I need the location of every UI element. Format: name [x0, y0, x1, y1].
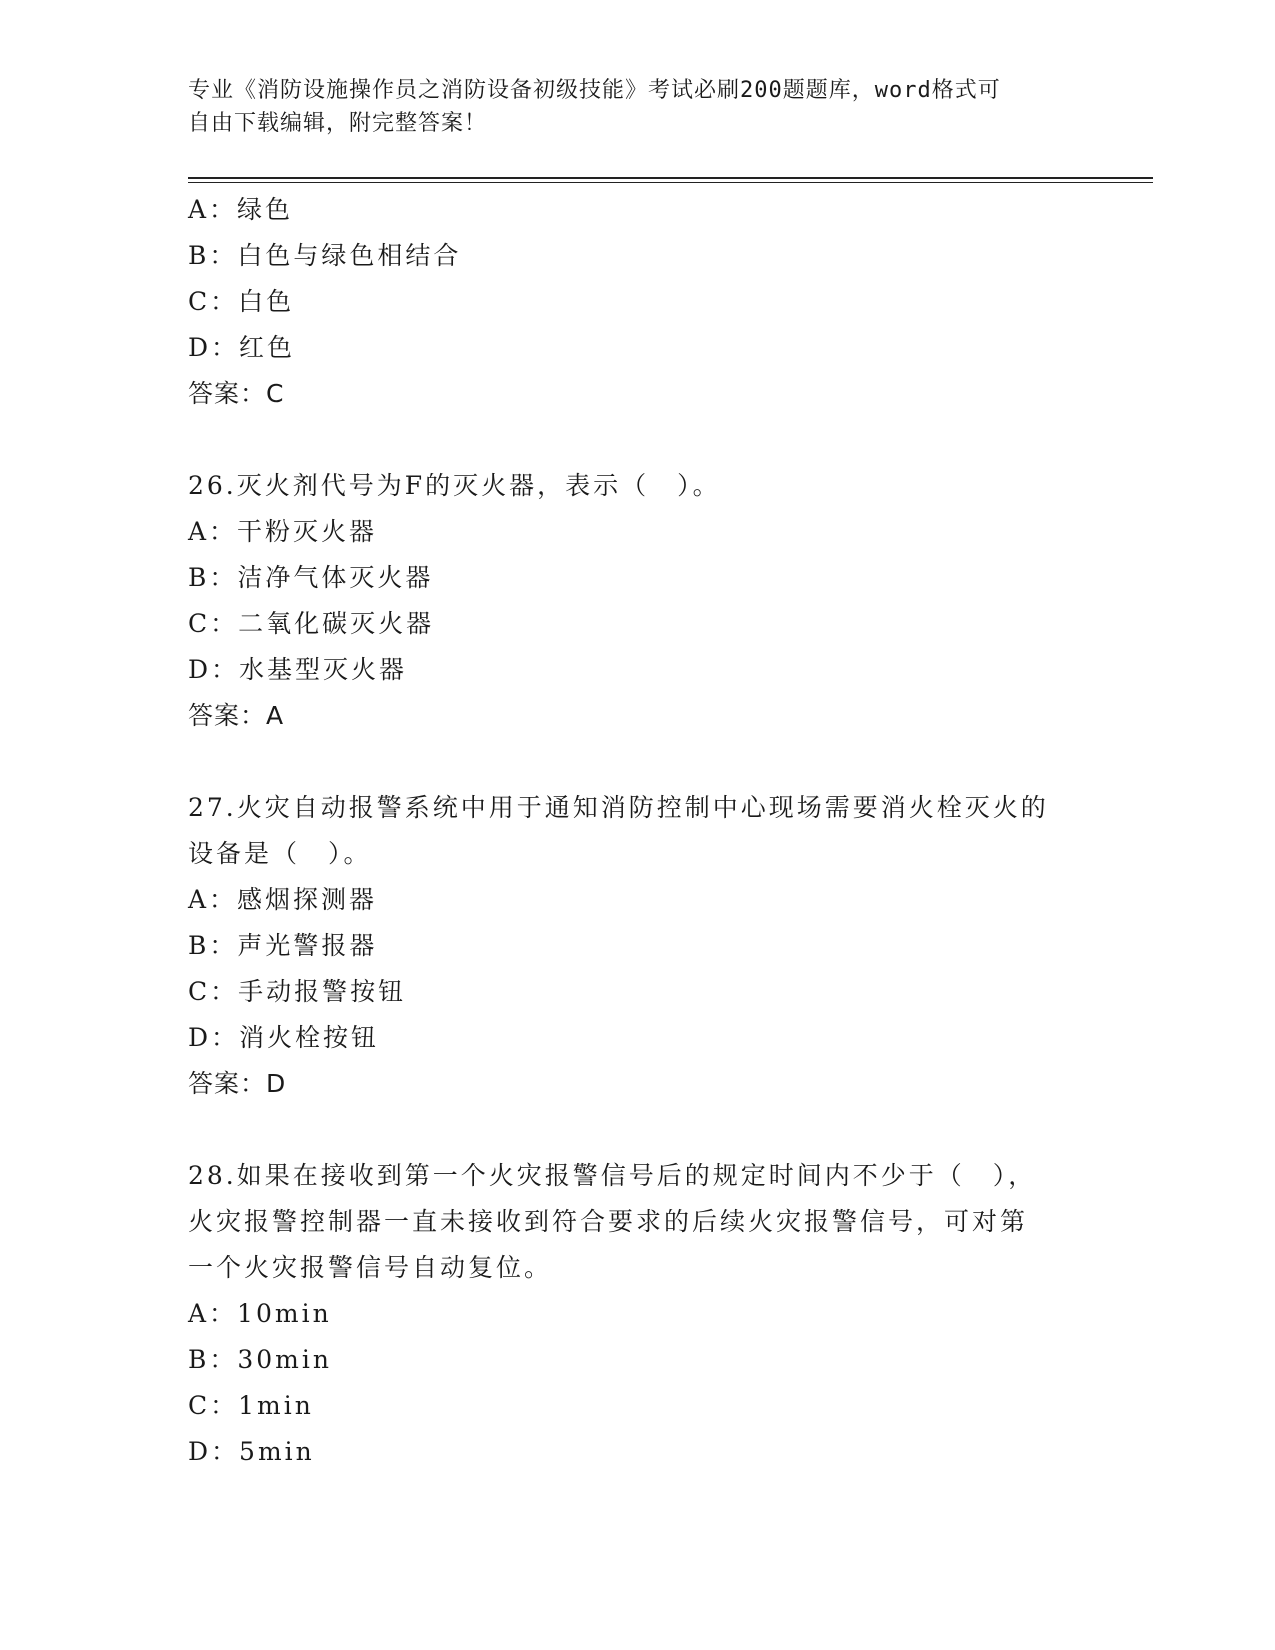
option-b: B：白色与绿色相结合	[188, 241, 462, 270]
answer: 答案：C	[188, 379, 285, 408]
answer: 答案：D	[188, 1069, 287, 1098]
header-divider-thin	[188, 182, 1153, 183]
option-a: A：绿色	[188, 195, 294, 224]
question-text-line-1: 27.火灾自动报警系统中用于通知消防控制中心现场需要消火栓灭火的	[188, 793, 1049, 822]
option-d: D：水基型灭火器	[188, 655, 408, 684]
header-line-1: 专业《消防设施操作员之消防设备初级技能》考试必刷200题题库，word格式可	[188, 78, 1001, 103]
spacer	[188, 739, 1088, 785]
option-b: B：声光警报器	[188, 931, 378, 960]
answer: 答案：A	[188, 701, 285, 730]
question-25-block	[188, 187, 1088, 417]
option-c: C：1min	[188, 1391, 314, 1420]
option-c: C：白色	[188, 287, 295, 316]
option-a: A：感烟探测器	[188, 885, 378, 914]
option-b: B：30min	[188, 1345, 332, 1374]
question-text-line-2: 设备是（ ）。	[188, 839, 372, 868]
option-d: D：5min	[188, 1437, 315, 1466]
header-divider-thick	[188, 177, 1153, 179]
question-text: 26.灭火剂代号为F的灭火器，表示（ ）。	[188, 471, 721, 500]
question-26-block	[188, 463, 1088, 739]
question-27-block	[188, 785, 1088, 1107]
option-b: B：洁净气体灭火器	[188, 563, 434, 592]
option-c: C：二氧化碳灭火器	[188, 609, 435, 638]
document-header	[188, 74, 1068, 140]
option-a: A：10min	[188, 1299, 332, 1328]
spacer	[188, 417, 1088, 463]
question-list	[188, 187, 1088, 1475]
question-text-line-1: 28.如果在接收到第一个火灾报警信号后的规定时间内不少于（ ），	[188, 1161, 1037, 1190]
header-line-2: 自由下载编辑，附完整答案！	[188, 111, 488, 136]
option-d: D：红色	[188, 333, 296, 362]
question-text-line-2: 火灾报警控制器一直未接收到符合要求的后续火灾报警信号，可对第	[188, 1207, 1029, 1236]
option-d: D：消火栓按钮	[188, 1023, 380, 1052]
spacer	[188, 1107, 1088, 1153]
question-28-block	[188, 1153, 1088, 1475]
option-a: A：干粉灭火器	[188, 517, 378, 546]
option-c: C：手动报警按钮	[188, 977, 407, 1006]
question-text-line-3: 一个火灾报警信号自动复位。	[188, 1253, 553, 1282]
